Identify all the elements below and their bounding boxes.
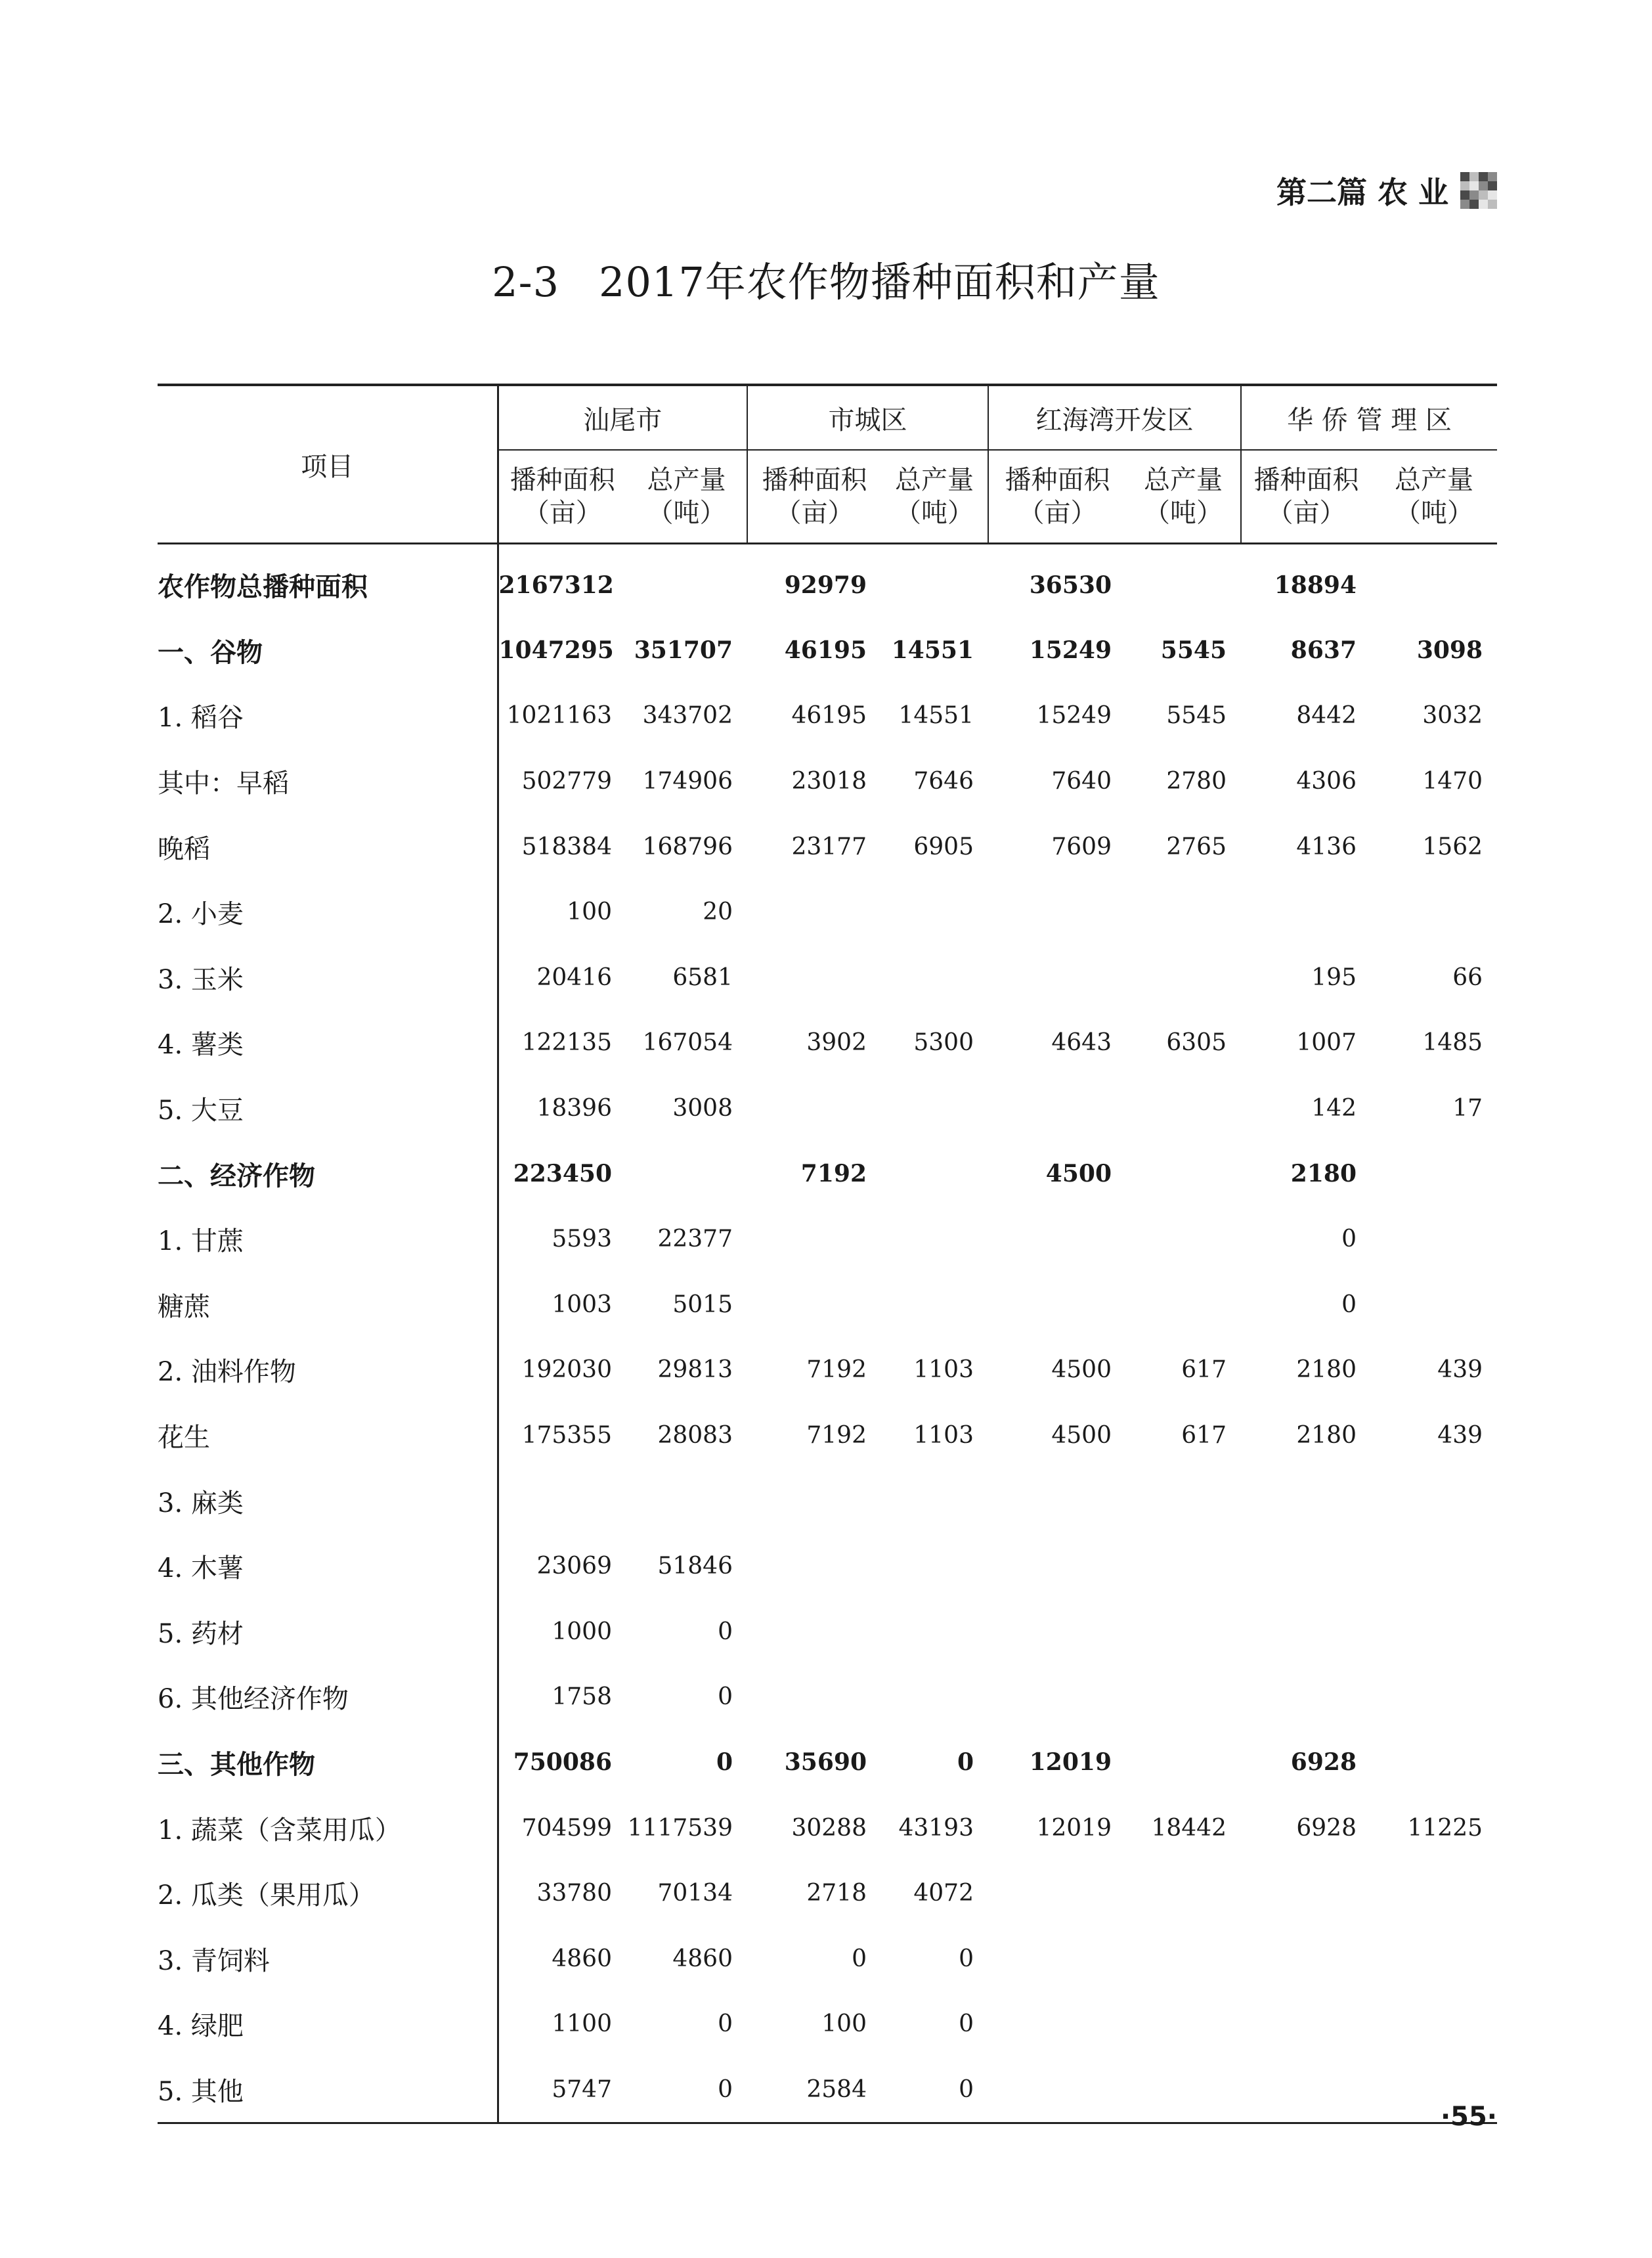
table-cell bbox=[1371, 1468, 1497, 1534]
table-cell: 70134 bbox=[657, 1880, 733, 1907]
pattern-cell bbox=[1488, 181, 1497, 190]
row-label: 晚稻 bbox=[158, 814, 498, 879]
table-cell: 223450 bbox=[513, 1160, 612, 1188]
table-cell bbox=[988, 1272, 1126, 1338]
table-cell bbox=[988, 1599, 1126, 1665]
table-cell bbox=[1126, 1730, 1241, 1796]
table-row bbox=[158, 1337, 1497, 1403]
row-label: 农作物总播种面积 bbox=[158, 544, 498, 618]
table-cell bbox=[747, 945, 881, 1011]
table-cell bbox=[747, 879, 881, 945]
table-cell bbox=[881, 1599, 988, 1665]
table-row bbox=[158, 1468, 1497, 1534]
table-cell bbox=[988, 1076, 1126, 1141]
table-cell: 7646 bbox=[913, 768, 974, 795]
table-cell: 43193 bbox=[898, 1814, 974, 1842]
area-header bbox=[747, 450, 881, 544]
table-cell bbox=[747, 1599, 881, 1665]
table-cell bbox=[1371, 1206, 1497, 1272]
table-cell bbox=[1371, 1991, 1497, 2057]
table-cell: 0 bbox=[881, 2057, 988, 2123]
table-row bbox=[158, 945, 1497, 1011]
table-cell: 51846 bbox=[657, 1553, 733, 1580]
table-cell bbox=[1126, 1599, 1241, 1665]
table-cell bbox=[988, 2057, 1126, 2123]
table-cell bbox=[988, 1991, 1126, 2057]
table-cell: 5545 bbox=[1160, 636, 1227, 665]
table-cell bbox=[881, 1141, 988, 1206]
subheader-label: 播种面积 bbox=[1253, 465, 1359, 495]
table-cell bbox=[1241, 1926, 1371, 1991]
table-cell bbox=[1371, 1664, 1497, 1730]
table-cell: 502779 bbox=[521, 768, 612, 795]
pattern-cell bbox=[1479, 172, 1488, 181]
row-label: 5. 药材 bbox=[158, 1599, 498, 1665]
table-cell: 617 bbox=[1181, 1422, 1227, 1450]
table-cell bbox=[1241, 1534, 1371, 1599]
table-cell bbox=[747, 1468, 881, 1534]
row-label: 花生 bbox=[158, 1403, 498, 1469]
table-cell bbox=[626, 1141, 747, 1206]
table-row bbox=[158, 814, 1497, 879]
table-cell: 4860 bbox=[672, 1945, 733, 1972]
table-cell bbox=[881, 945, 988, 1011]
table-cell: 439 bbox=[1437, 1356, 1483, 1384]
table-cell: 2180 bbox=[1290, 1160, 1357, 1188]
subheader-unit: （亩） bbox=[523, 498, 602, 528]
table-title: 2017年农作物播种面积和产量 bbox=[599, 258, 1160, 306]
table-cell: 2180 bbox=[1296, 1356, 1357, 1384]
table-row bbox=[158, 1010, 1497, 1076]
table-cell: 0 bbox=[716, 1748, 733, 1777]
table-cell bbox=[988, 1534, 1126, 1599]
table-cell bbox=[1371, 1926, 1497, 1991]
subheader-unit: （吨） bbox=[647, 498, 726, 528]
table-cell: 18396 bbox=[536, 1095, 612, 1122]
row-label: 三、其他作物 bbox=[158, 1730, 498, 1796]
table-cell: 36530 bbox=[1029, 571, 1112, 599]
table-cell bbox=[1126, 1664, 1241, 1730]
table-cell: 1047295 bbox=[498, 636, 614, 665]
table-row bbox=[158, 1272, 1497, 1338]
table-cell bbox=[1126, 1272, 1241, 1338]
table-cell: 23177 bbox=[791, 833, 867, 860]
table-cell: 3902 bbox=[806, 1029, 867, 1057]
table-cell: 142 bbox=[1311, 1095, 1357, 1122]
table-cell: 0 bbox=[957, 1748, 974, 1777]
table-cell bbox=[988, 1206, 1126, 1272]
table-cell bbox=[881, 1468, 988, 1534]
area-header bbox=[498, 450, 626, 544]
table-row bbox=[158, 544, 1497, 618]
table-cell bbox=[1371, 1141, 1497, 1206]
table-cell: 20416 bbox=[536, 963, 612, 991]
table-cell: 0 bbox=[718, 1618, 733, 1645]
output-header bbox=[881, 450, 988, 544]
region-header-honghaiwan: 红海湾开发区 bbox=[988, 385, 1241, 450]
table-row bbox=[158, 1599, 1497, 1665]
row-label: 6. 其他经济作物 bbox=[158, 1664, 498, 1730]
table-cell: 174906 bbox=[642, 768, 733, 795]
table-cell bbox=[1126, 945, 1241, 1011]
table-cell bbox=[1126, 2057, 1241, 2123]
pattern-cell bbox=[1488, 200, 1497, 209]
table-cell: 4072 bbox=[913, 1880, 974, 1907]
table-cell: 0 bbox=[1341, 1226, 1357, 1253]
table-cell: 617 bbox=[1181, 1356, 1227, 1384]
subheader-label: 总产量 bbox=[895, 465, 974, 495]
table-cell bbox=[1241, 1664, 1371, 1730]
subheader-unit: （亩） bbox=[1267, 498, 1346, 528]
table-cell: 1485 bbox=[1422, 1029, 1483, 1057]
table-cell: 175355 bbox=[521, 1422, 612, 1450]
table-cell bbox=[1241, 1861, 1371, 1926]
table-cell: 1117539 bbox=[627, 1814, 733, 1842]
pattern-cell bbox=[1469, 190, 1479, 200]
subheader-label: 播种面积 bbox=[510, 465, 615, 495]
table-cell bbox=[1126, 1926, 1241, 1991]
item-header: 项目 bbox=[158, 385, 498, 544]
pattern-cell bbox=[1469, 181, 1479, 190]
table-cell: 0 bbox=[626, 2057, 747, 2123]
table-cell bbox=[1371, 1861, 1497, 1926]
table-cell: 35690 bbox=[784, 1748, 867, 1777]
table-cell: 4500 bbox=[1051, 1356, 1112, 1384]
table-cell bbox=[988, 1861, 1126, 1926]
table-cell: 3032 bbox=[1422, 702, 1483, 730]
table-cell: 15249 bbox=[1036, 702, 1112, 730]
table-cell bbox=[1126, 1141, 1241, 1206]
table-cell bbox=[1371, 1272, 1497, 1338]
table-cell: 8442 bbox=[1296, 702, 1357, 730]
page-number: ·55· bbox=[1440, 2102, 1497, 2132]
table-number: 2-3 bbox=[492, 258, 560, 306]
table-cell: 518384 bbox=[521, 833, 612, 860]
table-cell: 1103 bbox=[913, 1356, 974, 1384]
pattern-cell bbox=[1460, 200, 1469, 209]
row-label: 二、经济作物 bbox=[158, 1141, 498, 1206]
table-row bbox=[158, 1926, 1497, 1991]
row-label: 1. 蔬菜（含菜用瓜） bbox=[158, 1795, 498, 1861]
table-cell bbox=[881, 1206, 988, 1272]
table-cell: 92979 bbox=[784, 571, 867, 599]
table-cell: 750086 bbox=[513, 1748, 612, 1777]
table-cell: 1003 bbox=[552, 1291, 612, 1318]
subheader-label: 总产量 bbox=[1144, 465, 1223, 495]
page-title bbox=[0, 250, 1652, 308]
table-cell: 0 bbox=[959, 2010, 974, 2038]
table-cell: 2167312 bbox=[498, 571, 614, 599]
table-cell: 6305 bbox=[1166, 1029, 1227, 1057]
table-cell bbox=[1241, 1991, 1371, 2057]
pattern-cell bbox=[1460, 181, 1469, 190]
table-cell: 23018 bbox=[791, 768, 867, 795]
region-header-shicheng: 市城区 bbox=[747, 385, 988, 450]
table-cell: 46195 bbox=[784, 636, 867, 665]
row-label: 2. 油料作物 bbox=[158, 1337, 498, 1403]
subheader-label: 播种面积 bbox=[1005, 465, 1110, 495]
row-label: 糖蔗 bbox=[158, 1272, 498, 1338]
pattern-cell bbox=[1479, 190, 1488, 200]
table-cell: 18894 bbox=[1274, 571, 1357, 599]
table-cell: 1470 bbox=[1422, 768, 1483, 795]
table-cell bbox=[1126, 544, 1241, 618]
table-row bbox=[158, 1730, 1497, 1796]
table-cell: 195 bbox=[1311, 963, 1357, 991]
table-cell: 439 bbox=[1437, 1422, 1483, 1450]
table-cell bbox=[1241, 879, 1371, 945]
table-row bbox=[158, 1403, 1497, 1469]
output-header bbox=[626, 450, 747, 544]
table-row bbox=[158, 1795, 1497, 1861]
subheader-label: 播种面积 bbox=[762, 465, 867, 495]
table-cell bbox=[1371, 1599, 1497, 1665]
table-cell bbox=[1126, 1076, 1241, 1141]
pattern-cell bbox=[1488, 172, 1497, 181]
row-label: 4. 薯类 bbox=[158, 1010, 498, 1076]
pattern-cell bbox=[1488, 190, 1497, 200]
table-cell: 1562 bbox=[1422, 833, 1483, 860]
table-cell: 2180 bbox=[1296, 1422, 1357, 1450]
table-cell: 2780 bbox=[1166, 768, 1227, 795]
region-header-shanwei: 汕尾市 bbox=[498, 385, 747, 450]
table-cell: 14551 bbox=[891, 636, 974, 665]
table-cell: 2765 bbox=[1166, 833, 1227, 860]
row-label: 2. 瓜类（果用瓜） bbox=[158, 1861, 498, 1926]
output-header bbox=[1126, 450, 1241, 544]
table-row bbox=[158, 1991, 1497, 2057]
subheader-label: 总产量 bbox=[1395, 465, 1473, 495]
table-cell bbox=[881, 1076, 988, 1141]
output-header bbox=[1371, 450, 1497, 544]
subheader-unit: （亩） bbox=[1018, 498, 1097, 528]
table-cell: 192030 bbox=[521, 1356, 612, 1384]
row-label: 其中：早稻 bbox=[158, 749, 498, 814]
row-label: 5. 大豆 bbox=[158, 1076, 498, 1141]
table-cell bbox=[881, 544, 988, 618]
table-cell bbox=[747, 1206, 881, 1272]
checker-pattern-icon bbox=[1460, 172, 1497, 209]
table-cell: 100 bbox=[567, 898, 612, 926]
table-cell: 0 bbox=[959, 1945, 974, 1972]
table-cell bbox=[1241, 2057, 1371, 2123]
pattern-cell bbox=[1469, 200, 1479, 209]
row-label: 2. 小麦 bbox=[158, 879, 498, 945]
table-cell bbox=[881, 879, 988, 945]
table-cell: 23069 bbox=[536, 1553, 612, 1580]
table-cell: 6928 bbox=[1296, 1814, 1357, 1842]
table-cell bbox=[1126, 1206, 1241, 1272]
pattern-cell bbox=[1479, 200, 1488, 209]
table-cell bbox=[1371, 1534, 1497, 1599]
table-cell: 33780 bbox=[536, 1880, 612, 1907]
table-cell: 66 bbox=[1452, 963, 1483, 991]
row-label: 一、谷物 bbox=[158, 618, 498, 684]
table-cell: 168796 bbox=[642, 833, 733, 860]
table-cell bbox=[988, 1468, 1126, 1534]
table-cell: 0 bbox=[718, 1683, 733, 1711]
subheader-label: 总产量 bbox=[647, 465, 726, 495]
table-cell bbox=[626, 1468, 747, 1534]
table-cell bbox=[1241, 1599, 1371, 1665]
table-cell: 3008 bbox=[672, 1095, 733, 1122]
table-cell: 6905 bbox=[913, 833, 974, 860]
table-cell: 351707 bbox=[634, 636, 733, 665]
table-row bbox=[158, 1076, 1497, 1141]
region-header-huaqiao: 华 侨 管 理 区 bbox=[1241, 385, 1497, 450]
table-cell bbox=[747, 1664, 881, 1730]
table-cell: 122135 bbox=[521, 1029, 612, 1057]
table-cell: 15249 bbox=[1029, 636, 1112, 665]
row-label: 4. 木薯 bbox=[158, 1534, 498, 1599]
subheader-unit: （吨） bbox=[895, 498, 974, 528]
table-cell bbox=[498, 1468, 626, 1534]
table-cell: 1021163 bbox=[506, 702, 612, 730]
table-cell bbox=[1126, 1861, 1241, 1926]
chapter-title: 第二篇 农 业 bbox=[1276, 175, 1448, 210]
pattern-cell bbox=[1479, 181, 1488, 190]
table-cell: 4643 bbox=[1051, 1029, 1112, 1057]
table-cell bbox=[1241, 1468, 1371, 1534]
table-row bbox=[158, 1141, 1497, 1206]
table-cell: 3098 bbox=[1416, 636, 1483, 665]
table-cell: 12019 bbox=[1029, 1748, 1112, 1777]
table-cell bbox=[988, 1664, 1126, 1730]
row-label: 1. 稻谷 bbox=[158, 683, 498, 749]
table-cell bbox=[1371, 544, 1497, 618]
row-label: 3. 麻类 bbox=[158, 1468, 498, 1534]
table-cell: 100 bbox=[821, 2010, 867, 2038]
table-cell: 22377 bbox=[657, 1226, 733, 1253]
table-cell: 1758 bbox=[552, 1683, 612, 1711]
table-cell bbox=[747, 1076, 881, 1141]
table-cell: 14551 bbox=[898, 702, 974, 730]
subheader-unit: （吨） bbox=[1395, 498, 1473, 528]
table-cell bbox=[988, 1926, 1126, 1991]
table-cell: 4500 bbox=[1051, 1422, 1112, 1450]
subheader-unit: （亩） bbox=[775, 498, 854, 528]
data-table bbox=[158, 384, 1497, 2124]
table-cell bbox=[1371, 1730, 1497, 1796]
table-row bbox=[158, 1206, 1497, 1272]
row-label: 3. 玉米 bbox=[158, 945, 498, 1011]
table-cell bbox=[1126, 1468, 1241, 1534]
table-cell: 5015 bbox=[672, 1291, 733, 1318]
table-cell: 7609 bbox=[1051, 833, 1112, 860]
table-cell: 17 bbox=[1452, 1095, 1483, 1122]
row-label: 5. 其他 bbox=[158, 2057, 498, 2123]
table-cell: 7640 bbox=[1051, 768, 1112, 795]
table-cell: 1007 bbox=[1296, 1029, 1357, 1057]
table-cell bbox=[881, 1664, 988, 1730]
table-cell: 1103 bbox=[913, 1422, 974, 1450]
table-cell: 7192 bbox=[800, 1160, 867, 1188]
table-row bbox=[158, 879, 1497, 945]
table-cell: 11225 bbox=[1407, 1814, 1483, 1842]
table-cell bbox=[988, 945, 1126, 1011]
table-cell: 704599 bbox=[521, 1814, 612, 1842]
table-cell: 7192 bbox=[806, 1422, 867, 1450]
table-cell bbox=[1126, 879, 1241, 945]
table-cell: 5593 bbox=[552, 1226, 612, 1253]
table-cell: 8637 bbox=[1290, 636, 1357, 665]
table-cell: 5300 bbox=[913, 1029, 974, 1057]
table-cell: 6581 bbox=[672, 963, 733, 991]
table-cell: 0 bbox=[718, 2010, 733, 2038]
table-cell: 6928 bbox=[1290, 1748, 1357, 1777]
table-cell bbox=[747, 1534, 881, 1599]
table-cell: 7192 bbox=[806, 1356, 867, 1384]
chapter-header bbox=[1156, 164, 1497, 217]
table-cell: 30288 bbox=[791, 1814, 867, 1842]
table-row bbox=[158, 683, 1497, 749]
table-row bbox=[158, 1861, 1497, 1926]
table-cell: 1100 bbox=[552, 2010, 612, 2038]
area-header bbox=[1241, 450, 1371, 544]
row-label: 3. 青饲料 bbox=[158, 1926, 498, 1991]
table-row bbox=[158, 1664, 1497, 1730]
pattern-cell bbox=[1469, 172, 1479, 181]
table-cell: 2584 bbox=[747, 2057, 881, 2123]
table-cell: 5747 bbox=[498, 2057, 626, 2123]
table-cell: 46195 bbox=[791, 702, 867, 730]
table-row bbox=[158, 2057, 1497, 2123]
table-cell: 12019 bbox=[1036, 1814, 1112, 1842]
table-cell: 4136 bbox=[1296, 833, 1357, 860]
table-cell bbox=[1126, 1534, 1241, 1599]
table-cell: 20 bbox=[703, 898, 733, 926]
table-cell bbox=[626, 544, 747, 618]
table-row bbox=[158, 749, 1497, 814]
area-header bbox=[988, 450, 1126, 544]
table-cell: 29813 bbox=[657, 1356, 733, 1384]
table-cell bbox=[1126, 1991, 1241, 2057]
table-cell: 4306 bbox=[1296, 768, 1357, 795]
table-cell: 4860 bbox=[552, 1945, 612, 1972]
table-cell bbox=[881, 1534, 988, 1599]
table-cell bbox=[988, 879, 1126, 945]
pattern-cell bbox=[1460, 190, 1469, 200]
table-cell: 343702 bbox=[642, 702, 733, 730]
subheader-unit: （吨） bbox=[1144, 498, 1223, 528]
table-cell bbox=[747, 1272, 881, 1338]
table-cell: 0 bbox=[1341, 1291, 1357, 1318]
table-cell: 18442 bbox=[1151, 1814, 1227, 1842]
table-cell: 2718 bbox=[806, 1880, 867, 1907]
row-label: 1. 甘蔗 bbox=[158, 1206, 498, 1272]
table-row bbox=[158, 1534, 1497, 1599]
table-cell: 0 bbox=[852, 1945, 867, 1972]
pattern-cell bbox=[1460, 172, 1469, 181]
table-cell: 5545 bbox=[1166, 702, 1227, 730]
table-cell bbox=[881, 1272, 988, 1338]
table-cell: 28083 bbox=[657, 1422, 733, 1450]
table-row bbox=[158, 618, 1497, 684]
table-cell: 1000 bbox=[552, 1618, 612, 1645]
table-cell: 167054 bbox=[642, 1029, 733, 1057]
table-cell: 4500 bbox=[1045, 1160, 1112, 1188]
row-label: 4. 绿肥 bbox=[158, 1991, 498, 2057]
table-cell bbox=[1371, 879, 1497, 945]
